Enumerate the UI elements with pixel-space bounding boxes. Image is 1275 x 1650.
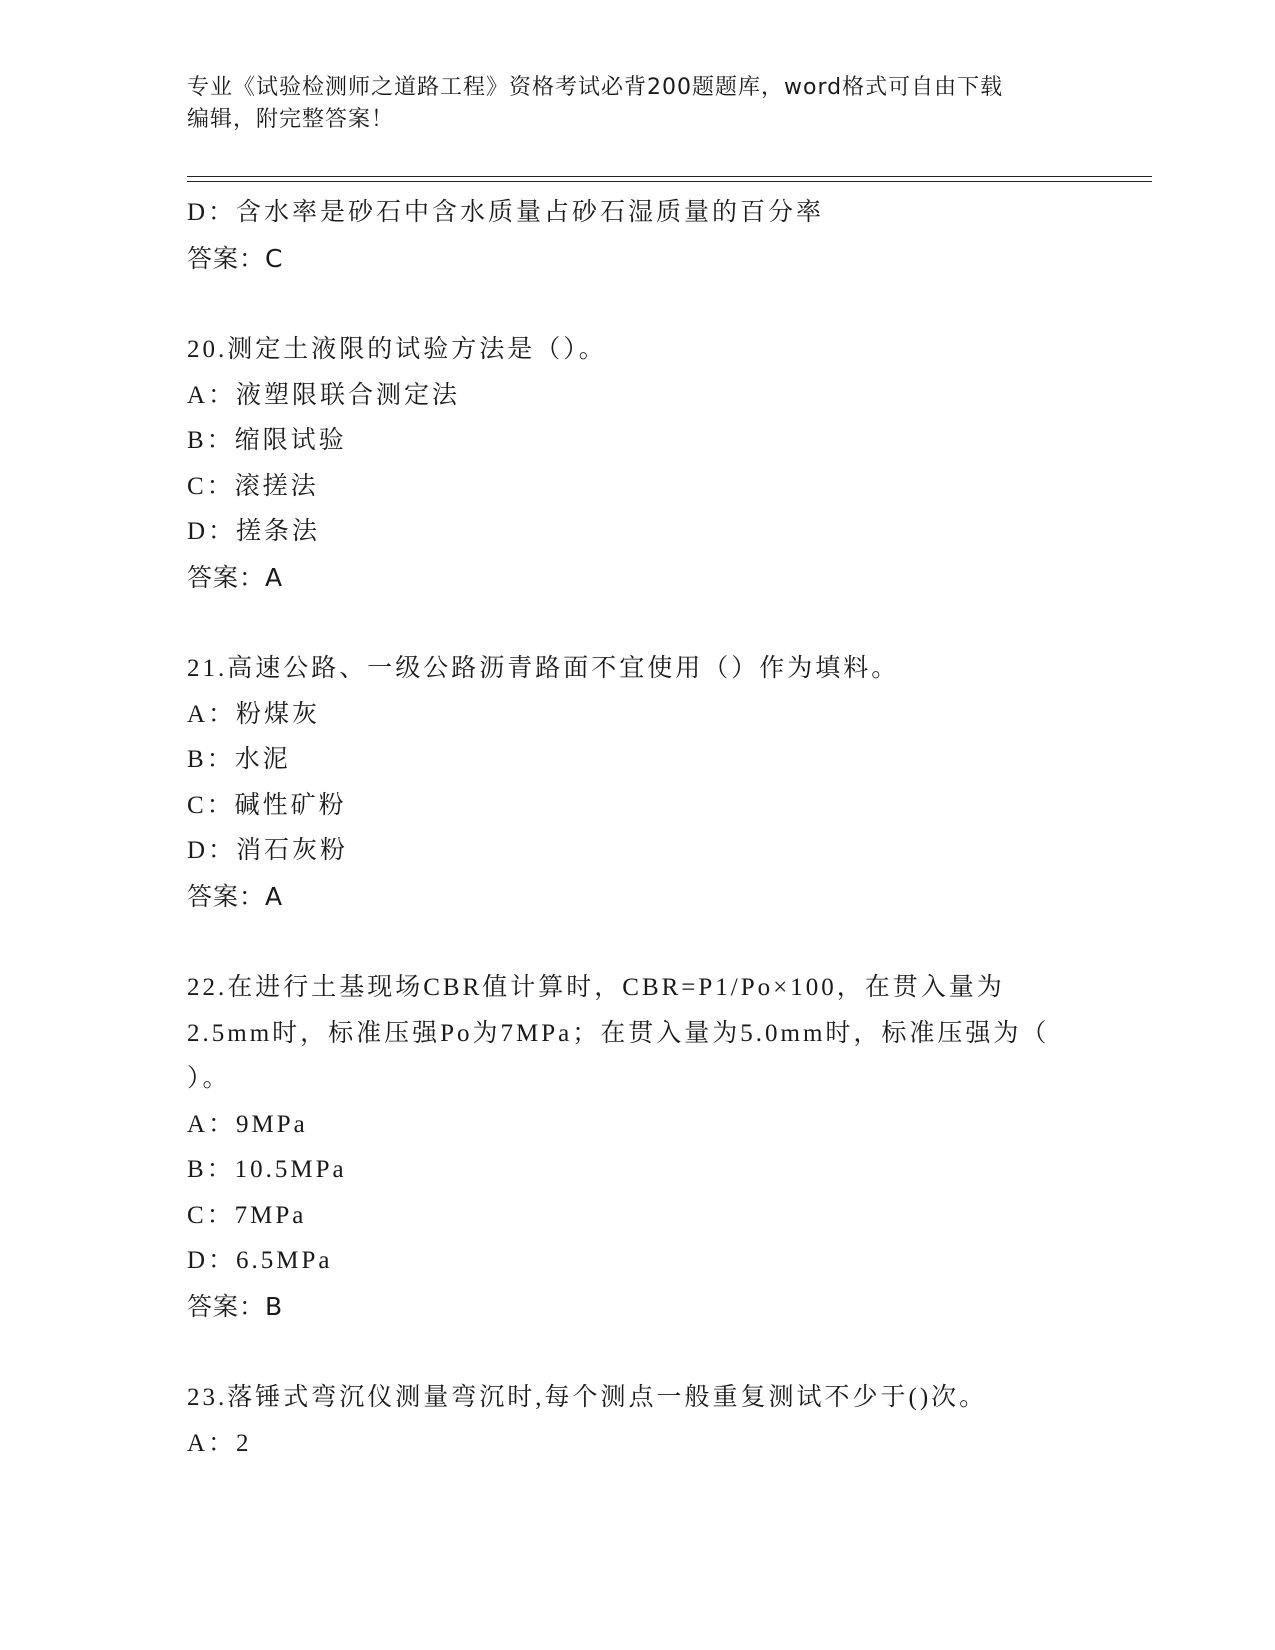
question-stem: 20.测定土液限的试验方法是（）。 xyxy=(187,336,607,363)
option-line: C：7MPa xyxy=(187,1201,307,1229)
option-line: C：碱性矿粉 xyxy=(187,791,347,819)
option-line: A：2 xyxy=(187,1429,252,1457)
question-list xyxy=(187,190,1087,1466)
option-line: D：搓条法 xyxy=(187,518,321,545)
option-line: D：含水率是砂石中含水质量占砂石湿质量的百分率 xyxy=(187,199,825,226)
option-line: A：粉煤灰 xyxy=(187,700,321,728)
option-line: C：滚搓法 xyxy=(187,472,319,500)
option-line: A：9MPa xyxy=(187,1110,308,1138)
question-stem: ）。 xyxy=(187,1065,231,1092)
question-stem: 23.落锤式弯沉仪测量弯沉时,每个测点一般重复测试不少于()次。 xyxy=(187,1384,988,1411)
option-line: B：10.5MPa xyxy=(187,1156,347,1183)
answer-line: 答案：A xyxy=(187,881,284,911)
header-title-line-1: 专业《试验检测师之道路工程》资格考试必背200题题库，word格式可自由下载 xyxy=(187,75,1004,100)
header-divider-top xyxy=(187,176,1152,177)
question-23 xyxy=(187,1375,1087,1466)
header-divider-bottom xyxy=(187,181,1152,182)
question-20 xyxy=(187,327,1087,600)
option-line: A：液塑限联合测定法 xyxy=(187,381,461,409)
question-fragment xyxy=(187,190,1087,281)
answer-line: 答案：B xyxy=(187,1291,284,1321)
header-title-line-2: 编辑，附完整答案！ xyxy=(187,107,395,132)
spacer xyxy=(187,1329,1087,1375)
spacer xyxy=(187,600,1087,646)
answer-line: 答案：C xyxy=(187,243,284,273)
document-header xyxy=(187,72,1087,136)
option-line: B：缩限试验 xyxy=(187,427,347,454)
question-stem: 2.5mm时，标准压强Po为7MPa；在贯入量为5.0mm时，标准压强为（ xyxy=(187,1019,1050,1047)
question-stem: 21.高速公路、一级公路沥青路面不宜使用（）作为填料。 xyxy=(187,655,900,682)
option-line: D：6.5MPa xyxy=(187,1247,333,1274)
spacer xyxy=(187,919,1087,965)
question-21 xyxy=(187,646,1087,919)
question-22 xyxy=(187,965,1087,1329)
option-line: D：消石灰粉 xyxy=(187,837,349,864)
option-line: B：水泥 xyxy=(187,746,291,773)
answer-line: 答案：A xyxy=(187,562,284,592)
question-stem: 22.在进行土基现场CBR值计算时，CBR=P1/Po×100，在贯入量为 xyxy=(187,974,1005,1001)
spacer xyxy=(187,281,1087,327)
